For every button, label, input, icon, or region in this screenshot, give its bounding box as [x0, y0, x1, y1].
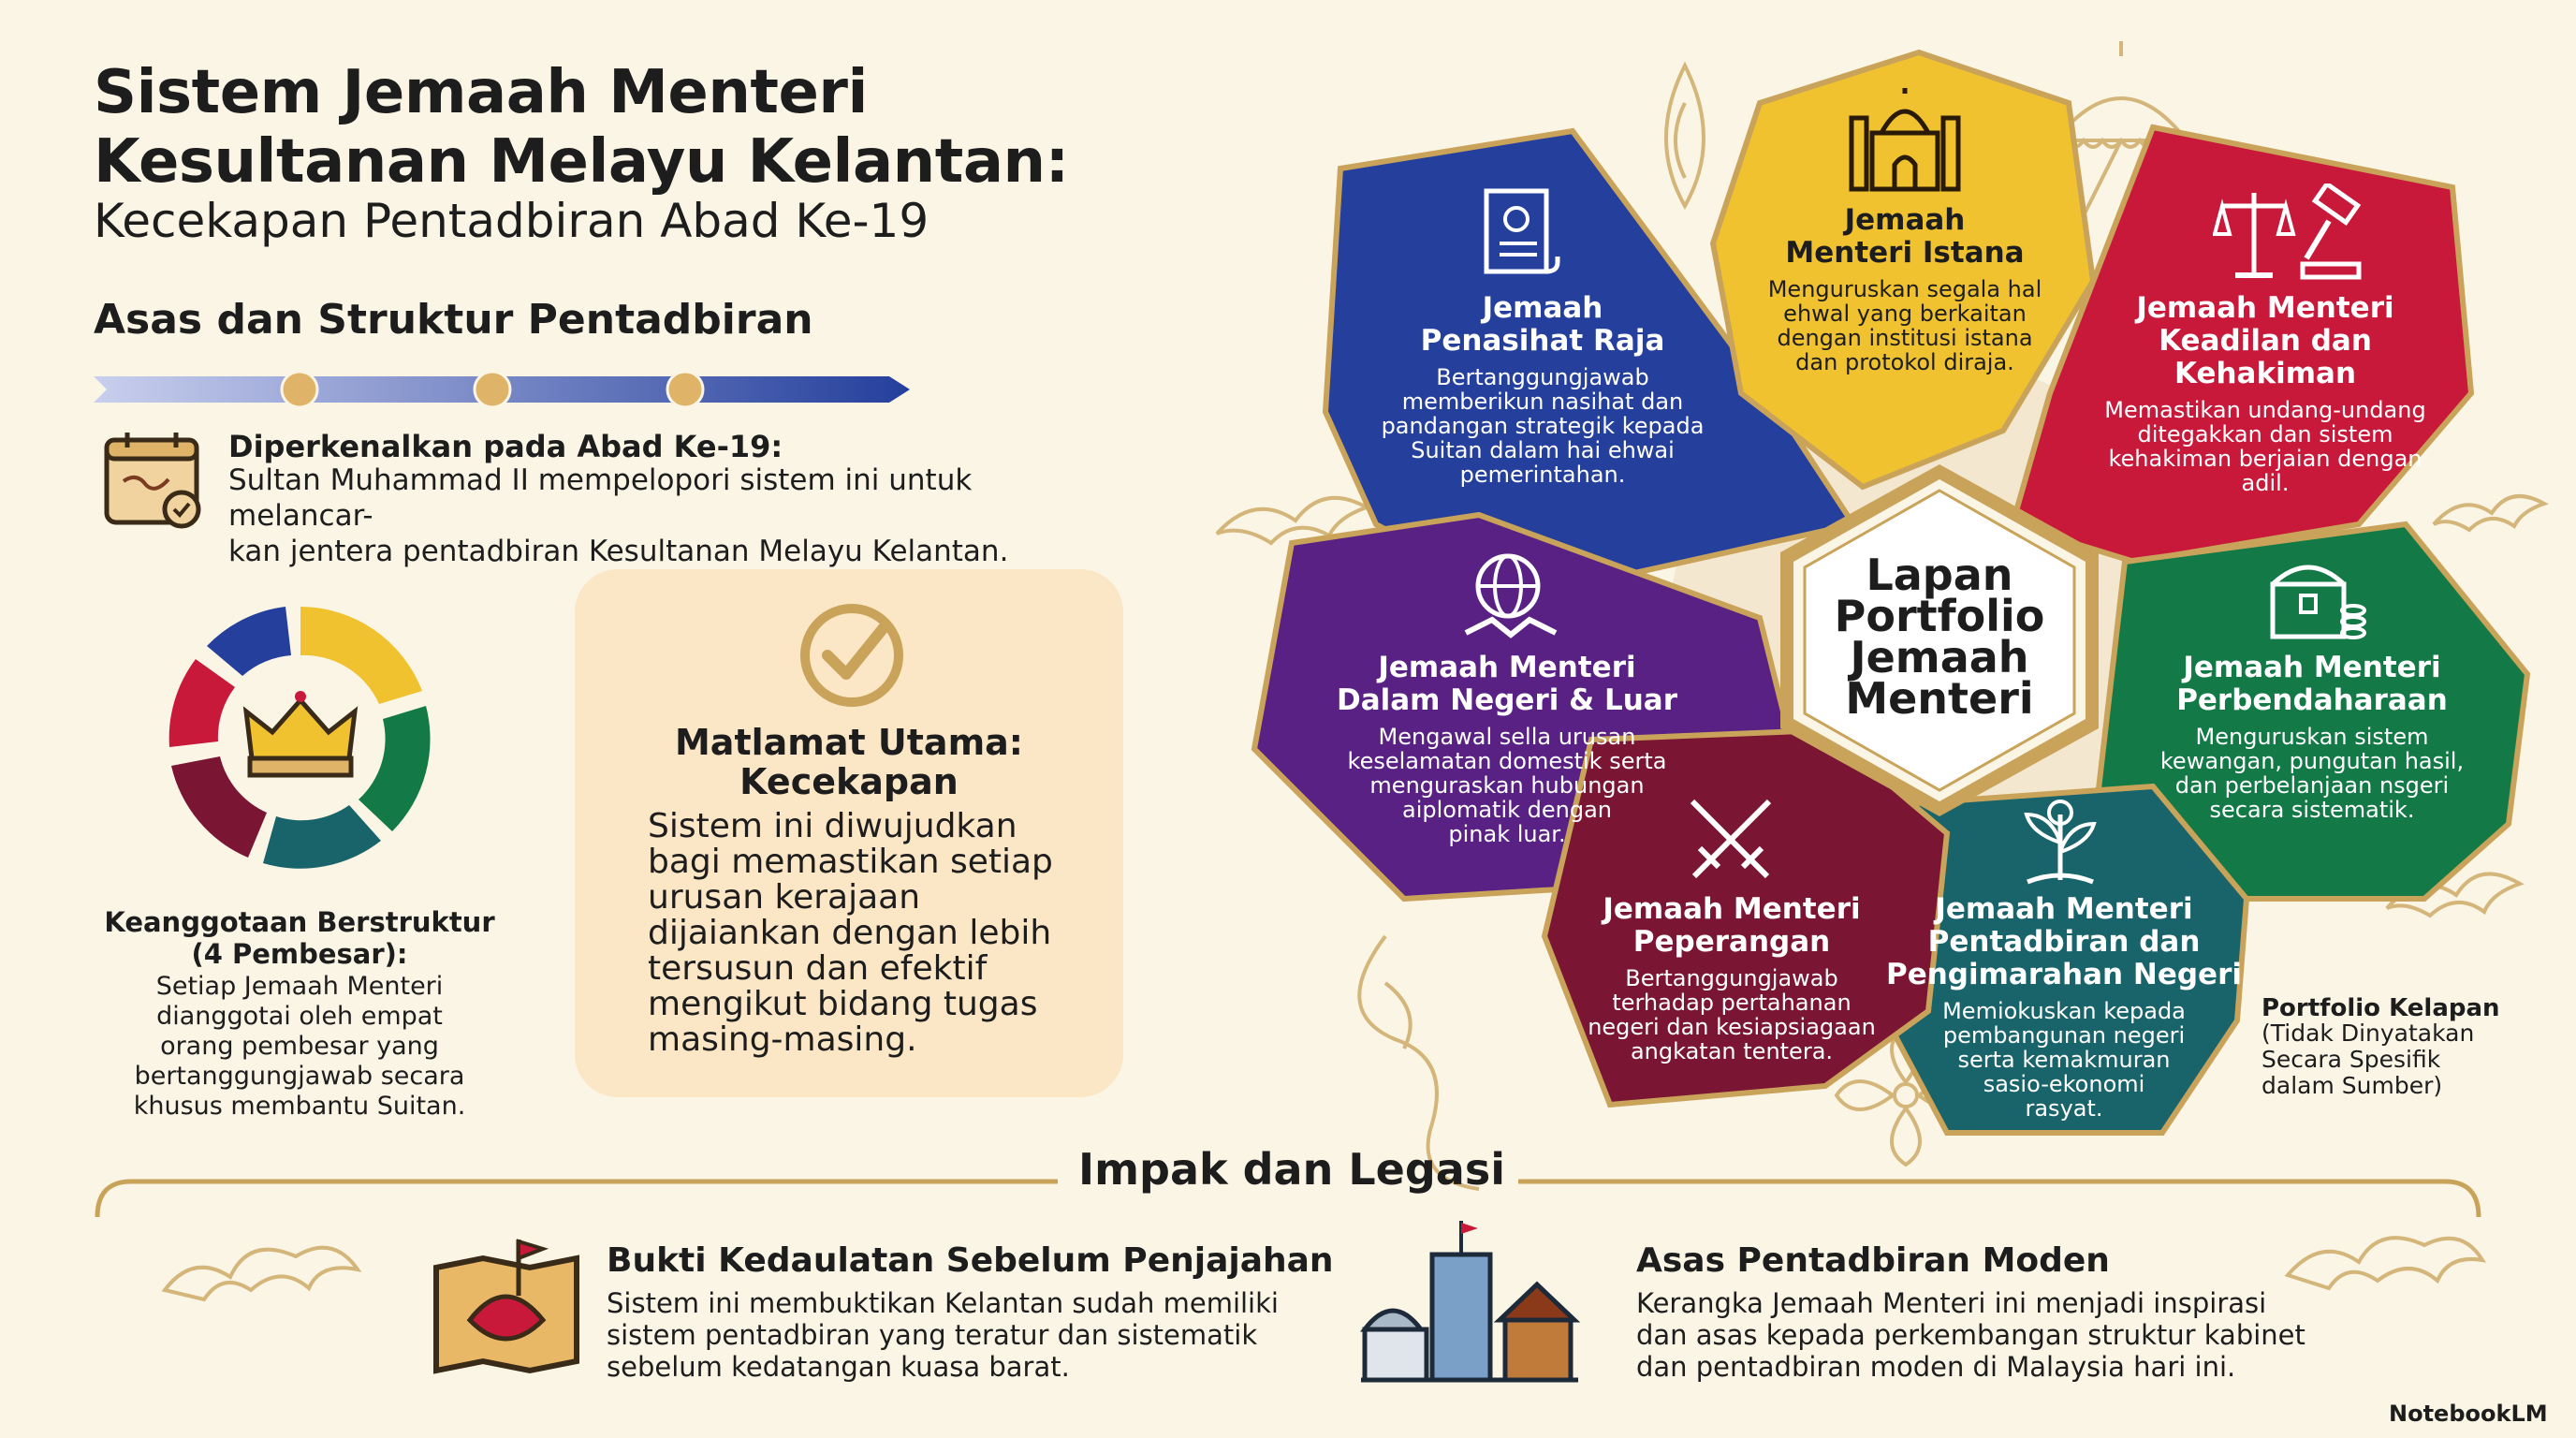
page-subtitle: Kecekapan Pentadbiran Abad Ke-19: [94, 194, 929, 248]
goal-title: Matlamat Utama: Kecekapan: [674, 722, 1024, 802]
hex-keadilan-text: Jemaah Menteri Keadilan dan Kehakiman Memastikan undang-undang ditegakkan dan sistem kehakiman berjaian dengan adil.: [2104, 291, 2426, 496]
membership-title: Keanggotaan Berstruktur (4 Pembesar):: [104, 906, 495, 970]
brand-label: NotebookLM: [2389, 1401, 2548, 1427]
hex-perbendaharaan-text: Jemaah Menteri Perbendaharaan Menguruskan sistem kewangan, pungutan hasil, dan perbelanjaan nsgeri secara sistematik.: [2159, 651, 2465, 823]
impact-heading: Impak dan Legasi: [1078, 1144, 1505, 1195]
membership-text: Setiap Jemaah Menteri dianggotai oleh empat orang pembesar yang bertanggungjawab secara khusus membantu Suitan.: [133, 972, 466, 1121]
eighth-portfolio-title: Portfolio Kelapan: [2261, 994, 2500, 1022]
globe-handshake-icon: [1456, 549, 1559, 652]
scroll-icon: [1466, 182, 1569, 285]
government-buildings-icon: [1359, 1217, 1580, 1386]
section-heading: Asas dan Struktur Pentadbiran: [94, 296, 813, 344]
hex-dalam-negeri-text: Jemaah Menteri Dalam Negeri & Luar Mengawal sella urusan keselamatan domestik serta menguraskan hubungan aiplomatik dengan pinak luar.: [1336, 651, 1678, 847]
treasure-chest-icon: [2265, 552, 2368, 646]
page-title-line2: Kesultanan Melayu Kelantan:: [94, 127, 1069, 197]
hex-penasihat-text: Jemaah Penasihat Raja Bertanggungjawab memberikun nasihat dan pandangan strategik kepada Suitan dalam hai ehwai pemerintahan.: [1381, 291, 1705, 488]
intro-text: Sultan Muhammad II mempelopori sistem ini untuk melancar- kan jentera pentadbiran Kesultanan Melayu Kelantan.: [228, 463, 1009, 568]
impact-item-1: Bukti Kedaulatan Sebelum Penjajahan Sistem ini membuktikan Kelantan sudah memiliki sistem pentadbiran yang teratur dan sistematik sebelum kedatangan kuasa barat.: [607, 1241, 1334, 1383]
page-title-line1: Sistem Jemaah Menteri: [94, 58, 868, 127]
scales-gavel-icon: [2213, 183, 2372, 286]
map-flag-icon: [427, 1230, 586, 1380]
palace-icon: [1844, 86, 1966, 195]
goal-text: Sistem ini diwujudkan bagi memastikan setiap urusan kerajaan dijaiankan dengan lebih tersusun dan efektif mengikut bidang tugas masing-masing.: [648, 807, 1053, 1059]
growing-plant-icon: [2009, 796, 2112, 889]
portfolio-center-label: Lapan Portfolio Jemaah Menteri: [1834, 550, 2045, 724]
intro-title: Diperkenalkan pada Abad Ke-19:: [228, 429, 783, 464]
eighth-portfolio-text: (Tidak Dinyatakan Secara Spesifik dalam Sumber): [2261, 1020, 2475, 1099]
impact-item-2: Asas Pentadbiran Moden Kerangka Jemaah Menteri ini menjadi inspirasi dan asas kepada perkembangan struktur kabinet dan pentadbiran moden di Malaysia hari ini.: [1636, 1241, 2305, 1383]
hex-pentadbiran-text: Jemaah Menteri Pentadbiran dan Pengimarahan Negeri Memiokuskan kepada pembangunan negeri serta kemakmuran sasio-ekonomi rasyat.: [1885, 892, 2242, 1122]
hex-peperangan-text: Jemaah Menteri Peperangan Bertanggungjawab terhadap pertahanan negeri dan kesiapsiagaan angkatan tentera.: [1588, 892, 1876, 1064]
hex-istana-text: Jemaah Menteri Istana Menguruskan segala hal ehwal yang berkaitan dengan institusi istana dan protokol diraja.: [1767, 203, 2042, 375]
